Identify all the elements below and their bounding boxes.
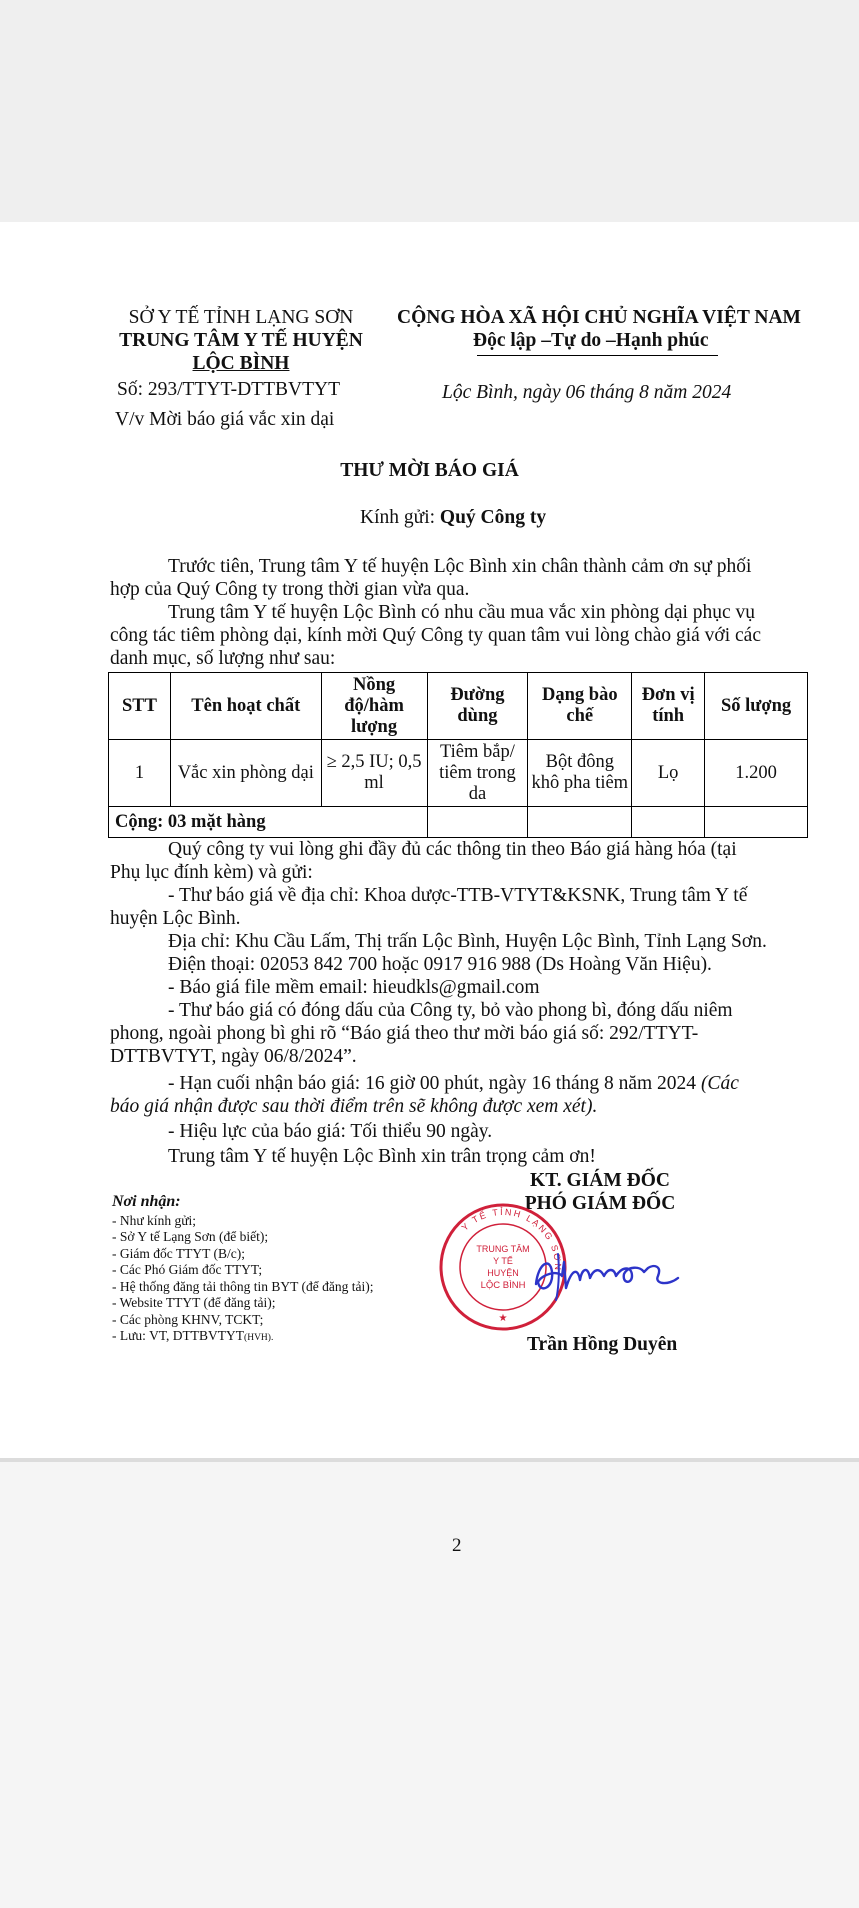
recipients-list <box>112 1194 373 1347</box>
table-header: Dạng bào chế <box>528 673 632 740</box>
table-cell-empty <box>632 807 705 838</box>
table-total: Cộng: 03 mặt hàng <box>109 807 428 838</box>
table-cell: 1 <box>109 740 171 807</box>
body-line: huyện Lộc Bình. <box>110 908 241 929</box>
body-line: - Hiệu lực của báo giá: Tối thiểu 90 ngày. <box>168 1121 493 1142</box>
stamp-line: Y TẾ <box>493 1256 513 1266</box>
stamp-line: TRUNG TÂM <box>476 1244 530 1254</box>
body-line: Trung tâm Y tế huyện Lộc Bình xin trân trọng cảm ơn! <box>168 1146 596 1167</box>
agency-name: SỞ Y TẾ TỈNH LẠNG SƠN <box>128 307 354 328</box>
table-row <box>109 740 808 807</box>
table-cell-empty <box>528 807 632 838</box>
table-cell: Lọ <box>632 740 705 807</box>
recipient-item: - Các phòng KHNV, TCKT; <box>112 1311 264 1327</box>
recipient-item: - Hệ thống đăng tải thông tin BYT (để đăng tải); <box>112 1278 374 1294</box>
table-cell: Vắc xin phòng dại <box>170 740 321 807</box>
table-cell: Tiêm bắp/ tiêm trong da <box>427 740 528 807</box>
signature-title-1: KT. GIÁM ĐỐC <box>530 1170 670 1191</box>
intro-p1-line2: hợp của Quý Công ty trong thời gian vừa qua. <box>110 579 470 600</box>
vaccine-table <box>108 672 808 838</box>
body-line: - Hạn cuối nhận báo giá: 16 giờ 00 phút, ngày 16 tháng 8 năm 2024 (Các <box>168 1073 739 1094</box>
body-line: - Thư báo giá về địa chỉ: Khoa dược-TTB-VTYT&KSNK, Trung tâm Y tế <box>168 885 748 906</box>
salutation: Kính gửi: Quý Công ty <box>360 507 547 528</box>
document-number: Số: 293/TTYT-DTTBVTYT <box>117 379 340 400</box>
document-date: Lộc Bình, ngày 06 tháng 8 năm 2024 <box>442 382 732 403</box>
body-line: - Thư báo giá có đóng dấu của Công ty, bỏ vào phong bì, đóng dấu niêm <box>168 1000 733 1021</box>
stamp-star-icon: ★ <box>498 1313 508 1324</box>
table-total-row <box>109 807 808 838</box>
table-cell: ≥ 2,5 IU; 0,5 ml <box>321 740 427 807</box>
page-number: 2 <box>452 1535 462 1556</box>
table-header: Số lượng <box>705 673 808 740</box>
national-motto: Độc lập –Tự do –Hạnh phúc <box>473 330 709 351</box>
motto-underline <box>477 355 718 356</box>
center-name-line2: LỘC BÌNH <box>192 353 290 374</box>
viewer-top-area <box>0 0 859 222</box>
body-line: phong, ngoài phong bì ghi rõ “Báo giá theo thư mời báo giá số: 292/TTYT- <box>110 1023 699 1044</box>
recipients-heading: Nơi nhận: <box>112 1193 181 1210</box>
handwritten-signature <box>528 1244 698 1304</box>
table-header-row <box>109 673 808 740</box>
viewer-bottom-area <box>0 1462 859 1908</box>
recipient-item: - Như kính gửi; <box>112 1212 197 1228</box>
stamp-line: LỘC BÌNH <box>480 1280 526 1291</box>
intro-p1-line1: Trước tiên, Trung tâm Y tế huyện Lộc Bình xin chân thành cảm ơn sự phối <box>168 556 752 577</box>
body-line: DTTBVTYT, ngày 06/8/2024”. <box>110 1046 357 1067</box>
intro-p2-line2: công tác tiêm phòng dại, kính mời Quý Công ty quan tâm vui lòng chào giá với các <box>110 625 761 646</box>
recipient-item: - Website TTYT (để đăng tải); <box>112 1295 276 1310</box>
recipient-item: - Các Phó Giám đốc TTYT; <box>112 1262 263 1277</box>
table-header: STT <box>109 673 171 740</box>
letter-title: THƯ MỜI BÁO GIÁ <box>340 460 519 481</box>
stamp-line: HUYỆN <box>487 1268 519 1278</box>
body-line: báo giá nhận được sau thời điểm trên sẽ không được xem xét). <box>110 1096 598 1117</box>
body-line: Phụ lục đính kèm) và gửi: <box>110 862 313 883</box>
table-cell-empty <box>427 807 528 838</box>
body-line: Địa chỉ: Khu Cầu Lấm, Thị trấn Lộc Bình, Huyện Lộc Bình, Tỉnh Lạng Sơn. <box>168 931 767 952</box>
recipient-item: - Giám đốc TTYT (B/c); <box>112 1245 245 1261</box>
body-line: Quý công ty vui lòng ghi đầy đủ các thông tin theo Báo giá hàng hóa (tại <box>168 839 737 860</box>
intro-p2-line1: Trung tâm Y tế huyện Lộc Bình có nhu cầu mua vắc xin phòng dại phục vụ <box>168 602 756 623</box>
table-cell-empty <box>705 807 808 838</box>
table-header: Tên hoạt chất <box>170 673 321 740</box>
recipient-item: - Sở Y tế Lạng Sơn (để biết); <box>112 1229 269 1244</box>
table-header: Đơn vị tính <box>632 673 705 740</box>
body-line: - Báo giá file mềm email: hieudkls@gmail.com <box>168 977 540 998</box>
table-cell: 1.200 <box>705 740 808 807</box>
center-name-line1: TRUNG TÂM Y TẾ HUYỆN <box>119 330 363 351</box>
signature-title-2: PHÓ GIÁM ĐỐC <box>524 1193 676 1214</box>
signer-name: Trần Hồng Duyên <box>527 1334 678 1355</box>
intro-p2-line3: danh mục, số lượng như sau: <box>110 648 336 669</box>
table-header: Đường dùng <box>427 673 528 740</box>
document-subject: V/v Mời báo giá vắc xin dại <box>115 409 335 430</box>
country-name: CỘNG HÒA XÃ HỘI CHỦ NGHĨA VIỆT NAM <box>397 307 801 328</box>
table-cell: Bột đông khô pha tiêm <box>528 740 632 807</box>
stamp-ring-text: Y TẾ TỈNH LẠNG SƠN <box>459 1206 564 1272</box>
recipient-item: - Lưu: VT, DTTBVTYT(HVH). <box>112 1328 274 1343</box>
body-line: Điện thoại: 02053 842 700 hoặc 0917 916 988 (Ds Hoàng Văn Hiệu). <box>168 954 712 975</box>
table-header: Nồng độ/hàm lượng <box>321 673 427 740</box>
